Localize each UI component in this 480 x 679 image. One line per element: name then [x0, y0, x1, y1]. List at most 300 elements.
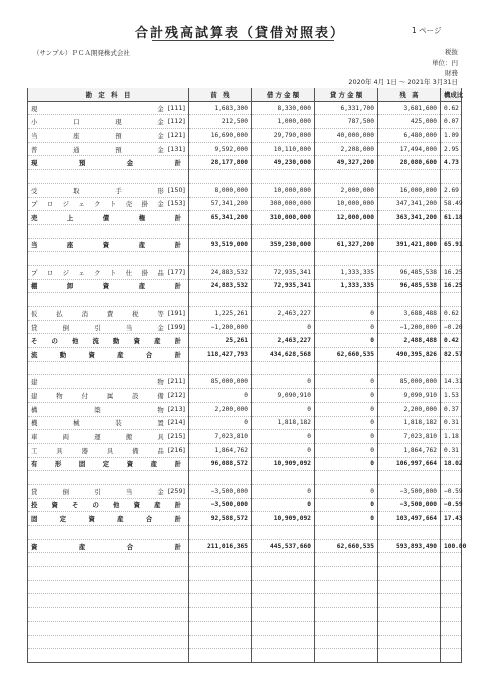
ratio-value [441, 580, 462, 594]
debit-amount: 9,090,910 [252, 389, 315, 403]
account-cell [28, 361, 189, 375]
table-row [28, 416, 462, 430]
credit-amount: 0 [315, 512, 378, 526]
prev-amount: −1,200,000 [189, 320, 252, 334]
trial-balance-table [27, 88, 467, 663]
ratio-value [441, 224, 462, 238]
prev-amount: 9,592,000 [189, 142, 252, 156]
ratio-value [441, 567, 462, 581]
balance-amount: 1,864,762 [378, 443, 441, 457]
table-row [28, 621, 462, 635]
account-cell [28, 567, 189, 581]
account-cell [28, 649, 189, 663]
balance-amount: 17,494,000 [378, 142, 441, 156]
credit-amount: 2,000,000 [315, 183, 378, 197]
account-name: 固定資産合計 [31, 515, 181, 524]
debit-amount [252, 567, 315, 581]
account-name: 仮払消費税等 [31, 309, 164, 318]
account-name: 普通預金 [31, 145, 164, 154]
prev-amount [189, 293, 252, 307]
table-row [28, 375, 462, 389]
credit-amount [315, 526, 378, 540]
credit-amount [315, 635, 378, 649]
balance-amount: 425,000 [378, 115, 441, 129]
prev-amount [189, 224, 252, 238]
subtotal-row [28, 512, 462, 526]
credit-amount: 0 [315, 375, 378, 389]
ratio-value [441, 526, 462, 540]
ratio-value: 0.62 [441, 101, 462, 115]
debit-amount: 445,537,660 [252, 539, 315, 553]
prev-amount [189, 553, 252, 567]
ratio-value: 100.00 [441, 539, 462, 553]
table-row [28, 142, 462, 156]
account-name: 売上債権計 [31, 214, 181, 223]
debit-amount: 72,935,341 [252, 279, 315, 293]
credit-amount: 0 [315, 416, 378, 430]
credit-amount: 0 [315, 443, 378, 457]
ratio-value [441, 361, 462, 375]
account-cell [28, 580, 189, 594]
balance-amount: 85,000,000 [378, 375, 441, 389]
subtotal-row [28, 498, 462, 512]
table-row [28, 484, 462, 498]
ratio-value: 0.07 [441, 115, 462, 129]
ratio-value: 2.95 [441, 142, 462, 156]
ratio-value: 65.91 [441, 238, 462, 252]
debit-amount: 10,909,092 [252, 457, 315, 471]
table-row [28, 389, 462, 403]
page-number: 1 ページ [412, 26, 442, 35]
account-cell [28, 402, 189, 416]
debit-amount: 29,790,000 [252, 129, 315, 143]
department: 財務 [445, 69, 458, 77]
ratio-value [441, 252, 462, 266]
credit-amount: 0 [315, 334, 378, 348]
balance-amount [378, 635, 441, 649]
ratio-value [441, 635, 462, 649]
account-name: 現金 [31, 104, 164, 113]
credit-amount: 1,333,335 [315, 279, 378, 293]
account-name: 当座預金 [31, 131, 164, 140]
credit-amount: 1,333,335 [315, 265, 378, 279]
prev-amount [189, 635, 252, 649]
account-cell [28, 307, 189, 321]
account-cell [28, 197, 189, 211]
ratio-value [441, 553, 462, 567]
account-name: 建物付属設備 [31, 391, 164, 400]
table-row [28, 361, 462, 375]
table-row [28, 526, 462, 540]
currency-unit: 単位：円 [432, 59, 458, 67]
debit-amount [252, 361, 315, 375]
credit-amount: 62,660,535 [315, 348, 378, 362]
account-cell [28, 252, 189, 266]
account-cell [28, 498, 189, 512]
account-cell [28, 238, 189, 252]
credit-amount: 49,327,200 [315, 156, 378, 170]
ratio-value: −0.59 [441, 484, 462, 498]
credit-amount: 0 [315, 430, 378, 444]
subtotal-row [28, 279, 462, 293]
credit-amount [315, 471, 378, 485]
report-title: 合計残高試算表（貸借対照表） [134, 26, 345, 41]
credit-amount [315, 580, 378, 594]
account-cell [28, 375, 189, 389]
balance-amount [378, 224, 441, 238]
account-name: 小口現金 [31, 118, 164, 127]
balance-amount: 3,688,488 [378, 307, 441, 321]
debit-amount [252, 649, 315, 663]
account-cell [28, 348, 189, 362]
ratio-value: 2.69 [441, 183, 462, 197]
ratio-value: 0.37 [441, 402, 462, 416]
balance-amount: 6,480,000 [378, 129, 441, 143]
account-code: [121] [167, 130, 185, 139]
table-row [28, 430, 462, 444]
credit-amount [315, 553, 378, 567]
ratio-value: 14.31 [441, 375, 462, 389]
prev-amount: −3,500,000 [189, 484, 252, 498]
account-cell [28, 279, 189, 293]
prev-amount: 57,341,200 [189, 197, 252, 211]
col-header-account: 勘 定 科 目 [28, 88, 189, 101]
credit-amount [315, 224, 378, 238]
account-code: [153] [167, 199, 185, 208]
table-row [28, 443, 462, 457]
account-cell [28, 101, 189, 115]
prev-amount [189, 471, 252, 485]
tax-mode: 税抜 [445, 48, 458, 56]
balance-amount: 2,488,488 [378, 334, 441, 348]
prev-amount: 24,883,532 [189, 265, 252, 279]
table-row [28, 608, 462, 622]
ratio-value: 16.25 [441, 279, 462, 293]
table-row [28, 402, 462, 416]
table-row [28, 293, 462, 307]
credit-amount [315, 649, 378, 663]
credit-amount: 40,000,000 [315, 129, 378, 143]
table-header-row [28, 88, 462, 101]
prev-amount [189, 594, 252, 608]
debit-amount: 0 [252, 430, 315, 444]
balance-amount: 96,485,538 [378, 265, 441, 279]
debit-amount [252, 553, 315, 567]
account-cell [28, 224, 189, 238]
ratio-value [441, 170, 462, 184]
credit-amount: 2,208,000 [315, 142, 378, 156]
balance-amount [378, 621, 441, 635]
account-name: 流動資産合計 [31, 350, 181, 359]
ratio-value [441, 293, 462, 307]
account-name: プロジェクト売掛金 [31, 200, 164, 209]
table-row [28, 553, 462, 567]
prev-amount [189, 526, 252, 540]
table-row [28, 115, 462, 129]
account-cell [28, 416, 189, 430]
subtotal-row [28, 539, 462, 553]
account-name: プロジェクト仕掛品 [31, 268, 164, 277]
account-cell [28, 170, 189, 184]
credit-amount: 0 [315, 484, 378, 498]
debit-amount [252, 635, 315, 649]
debit-amount: 0 [252, 320, 315, 334]
credit-amount: 0 [315, 320, 378, 334]
debit-amount [252, 580, 315, 594]
ratio-value [441, 608, 462, 622]
balance-amount [378, 526, 441, 540]
table-row [28, 567, 462, 581]
prev-amount [189, 608, 252, 622]
prev-amount [189, 361, 252, 375]
balance-amount: 363,341,200 [378, 211, 441, 225]
credit-amount: 10,000,000 [315, 197, 378, 211]
account-code: [215] [167, 432, 185, 441]
title-underline [152, 40, 334, 41]
account-code: [150] [167, 185, 185, 194]
debit-amount: 1,000,000 [252, 115, 315, 129]
ratio-value [441, 471, 462, 485]
prev-amount: 8,000,000 [189, 183, 252, 197]
balance-amount: 391,421,800 [378, 238, 441, 252]
table-row [28, 129, 462, 143]
balance-amount: 103,497,664 [378, 512, 441, 526]
table-row [28, 265, 462, 279]
credit-amount [315, 252, 378, 266]
credit-amount: 0 [315, 389, 378, 403]
account-cell [28, 183, 189, 197]
ratio-value [441, 621, 462, 635]
balance-amount [378, 567, 441, 581]
table-row [28, 635, 462, 649]
account-code: [214] [167, 418, 185, 427]
ratio-value: 58.49 [441, 197, 462, 211]
credit-amount: 62,660,535 [315, 539, 378, 553]
ratio-value: 0.31 [441, 416, 462, 430]
debit-amount [252, 594, 315, 608]
prev-amount: 65,341,200 [189, 211, 252, 225]
debit-amount: 10,000,000 [252, 183, 315, 197]
debit-amount [252, 608, 315, 622]
balance-amount: 16,000,000 [378, 183, 441, 197]
prev-amount: 0 [189, 389, 252, 403]
account-name: 車両運搬具 [31, 433, 164, 442]
prev-amount: 85,000,000 [189, 375, 252, 389]
table-row [28, 471, 462, 485]
account-name: 当座資産計 [31, 241, 181, 250]
prev-amount: 92,588,572 [189, 512, 252, 526]
col-header-balance: 残 高 [378, 88, 441, 101]
debit-amount [252, 252, 315, 266]
debit-amount: 0 [252, 375, 315, 389]
balance-amount [378, 361, 441, 375]
ratio-value: 82.57 [441, 348, 462, 362]
balance-amount: 7,023,810 [378, 430, 441, 444]
ratio-value: 0.31 [441, 443, 462, 457]
credit-amount: 6,331,700 [315, 101, 378, 115]
prev-amount: 211,016,365 [189, 539, 252, 553]
ratio-value: 17.43 [441, 512, 462, 526]
table-row [28, 594, 462, 608]
balance-amount [378, 608, 441, 622]
debit-amount: 359,230,000 [252, 238, 315, 252]
balance-amount: 9,090,910 [378, 389, 441, 403]
balance-amount [378, 170, 441, 184]
table-row [28, 224, 462, 238]
balance-amount: 490,395,826 [378, 348, 441, 362]
account-code: [216] [167, 445, 185, 454]
account-cell [28, 608, 189, 622]
debit-amount: 300,000,000 [252, 197, 315, 211]
table-row [28, 183, 462, 197]
credit-amount: 0 [315, 402, 378, 416]
account-cell [28, 334, 189, 348]
debit-amount [252, 526, 315, 540]
credit-amount [315, 608, 378, 622]
balance-amount [378, 649, 441, 663]
ratio-value [441, 594, 462, 608]
balance-amount: −3,500,000 [378, 484, 441, 498]
debit-amount [252, 293, 315, 307]
table-row [28, 307, 462, 321]
balance-amount [378, 553, 441, 567]
prev-amount: 96,088,572 [189, 457, 252, 471]
balance-amount [378, 293, 441, 307]
report-period: 2020年 4月 1日 ～ 2021年 3月31日 [348, 78, 458, 86]
account-code: [211] [167, 377, 185, 386]
debit-amount: 72,935,341 [252, 265, 315, 279]
balance-amount [378, 252, 441, 266]
balance-amount [378, 580, 441, 594]
col-header-debit: 借 方 金 額 [252, 88, 315, 101]
prev-amount: 7,023,810 [189, 430, 252, 444]
prev-amount: 212,500 [189, 115, 252, 129]
col-header-ratio: 構成比 [441, 88, 462, 101]
ratio-value: −0.20 [441, 320, 462, 334]
ratio-value: 0.42 [441, 334, 462, 348]
balance-amount: 1,818,182 [378, 416, 441, 430]
account-code: [191] [167, 308, 185, 317]
table-row [28, 320, 462, 334]
account-cell [28, 211, 189, 225]
ratio-value: 1.09 [441, 129, 462, 143]
account-name: 受取手形 [31, 186, 164, 195]
account-code: [111] [167, 103, 185, 112]
account-name: 現預金計 [31, 159, 181, 168]
credit-amount: 787,500 [315, 115, 378, 129]
credit-amount: 0 [315, 457, 378, 471]
account-cell [28, 320, 189, 334]
subtotal-row [28, 211, 462, 225]
account-cell [28, 635, 189, 649]
account-cell [28, 484, 189, 498]
debit-amount: 10,909,092 [252, 512, 315, 526]
debit-amount [252, 170, 315, 184]
prev-amount: 24,883,532 [189, 279, 252, 293]
account-code: [259] [167, 486, 185, 495]
account-code: [112] [167, 117, 185, 126]
prev-amount: 118,427,793 [189, 348, 252, 362]
account-name: 投資その他資産計 [31, 501, 181, 510]
balance-amount: 96,485,538 [378, 279, 441, 293]
account-cell [28, 539, 189, 553]
balance-amount [378, 471, 441, 485]
table-row [28, 170, 462, 184]
account-name: 工具器具備品 [31, 446, 164, 455]
prev-amount: 1,864,762 [189, 443, 252, 457]
prev-amount [189, 567, 252, 581]
debit-amount: 8,330,000 [252, 101, 315, 115]
account-cell [28, 471, 189, 485]
account-cell [28, 389, 189, 403]
debit-amount: 0 [252, 498, 315, 512]
debit-amount: 0 [252, 402, 315, 416]
account-cell [28, 526, 189, 540]
account-cell [28, 443, 189, 457]
account-cell [28, 293, 189, 307]
prev-amount: 28,177,800 [189, 156, 252, 170]
prev-amount: −3,500,000 [189, 498, 252, 512]
table-row [28, 580, 462, 594]
debit-amount: 2,463,227 [252, 307, 315, 321]
account-name: 資産合計 [31, 542, 181, 551]
subtotal-row [28, 238, 462, 252]
subtotal-row [28, 334, 462, 348]
credit-amount: 61,327,200 [315, 238, 378, 252]
balance-amount: 593,893,490 [378, 539, 441, 553]
prev-amount: 1,683,300 [189, 101, 252, 115]
account-name: その他流動資産計 [31, 337, 181, 346]
prev-amount: 25,261 [189, 334, 252, 348]
credit-amount [315, 361, 378, 375]
table-row [28, 252, 462, 266]
ratio-value: −0.59 [441, 498, 462, 512]
debit-amount: 0 [252, 484, 315, 498]
balance-amount: 28,080,600 [378, 156, 441, 170]
debit-amount: 49,230,000 [252, 156, 315, 170]
ratio-value: 16.25 [441, 265, 462, 279]
account-code: [177] [167, 267, 185, 276]
account-name: 棚卸資産計 [31, 282, 181, 291]
credit-amount: 0 [315, 498, 378, 512]
account-cell [28, 430, 189, 444]
prev-amount: 16,690,000 [189, 129, 252, 143]
subtotal-row [28, 348, 462, 362]
credit-amount [315, 567, 378, 581]
col-header-credit: 貸 方 金 額 [315, 88, 378, 101]
debit-amount: 310,000,000 [252, 211, 315, 225]
debit-amount: 2,463,227 [252, 334, 315, 348]
credit-amount [315, 293, 378, 307]
account-name: 貸倒引当金 [31, 323, 164, 332]
account-cell [28, 553, 189, 567]
account-name: 有形固定資産計 [31, 460, 181, 469]
account-cell [28, 512, 189, 526]
balance-amount [378, 594, 441, 608]
credit-amount: 0 [315, 307, 378, 321]
balance-amount: 2,200,000 [378, 402, 441, 416]
debit-amount: 434,628,568 [252, 348, 315, 362]
debit-amount [252, 224, 315, 238]
debit-amount: 0 [252, 443, 315, 457]
account-code: [131] [167, 144, 185, 153]
table-row [28, 649, 462, 663]
prev-amount: 93,519,000 [189, 238, 252, 252]
table-row [28, 101, 462, 115]
balance-amount: 3,681,600 [378, 101, 441, 115]
ratio-value: 1.53 [441, 389, 462, 403]
account-cell [28, 156, 189, 170]
